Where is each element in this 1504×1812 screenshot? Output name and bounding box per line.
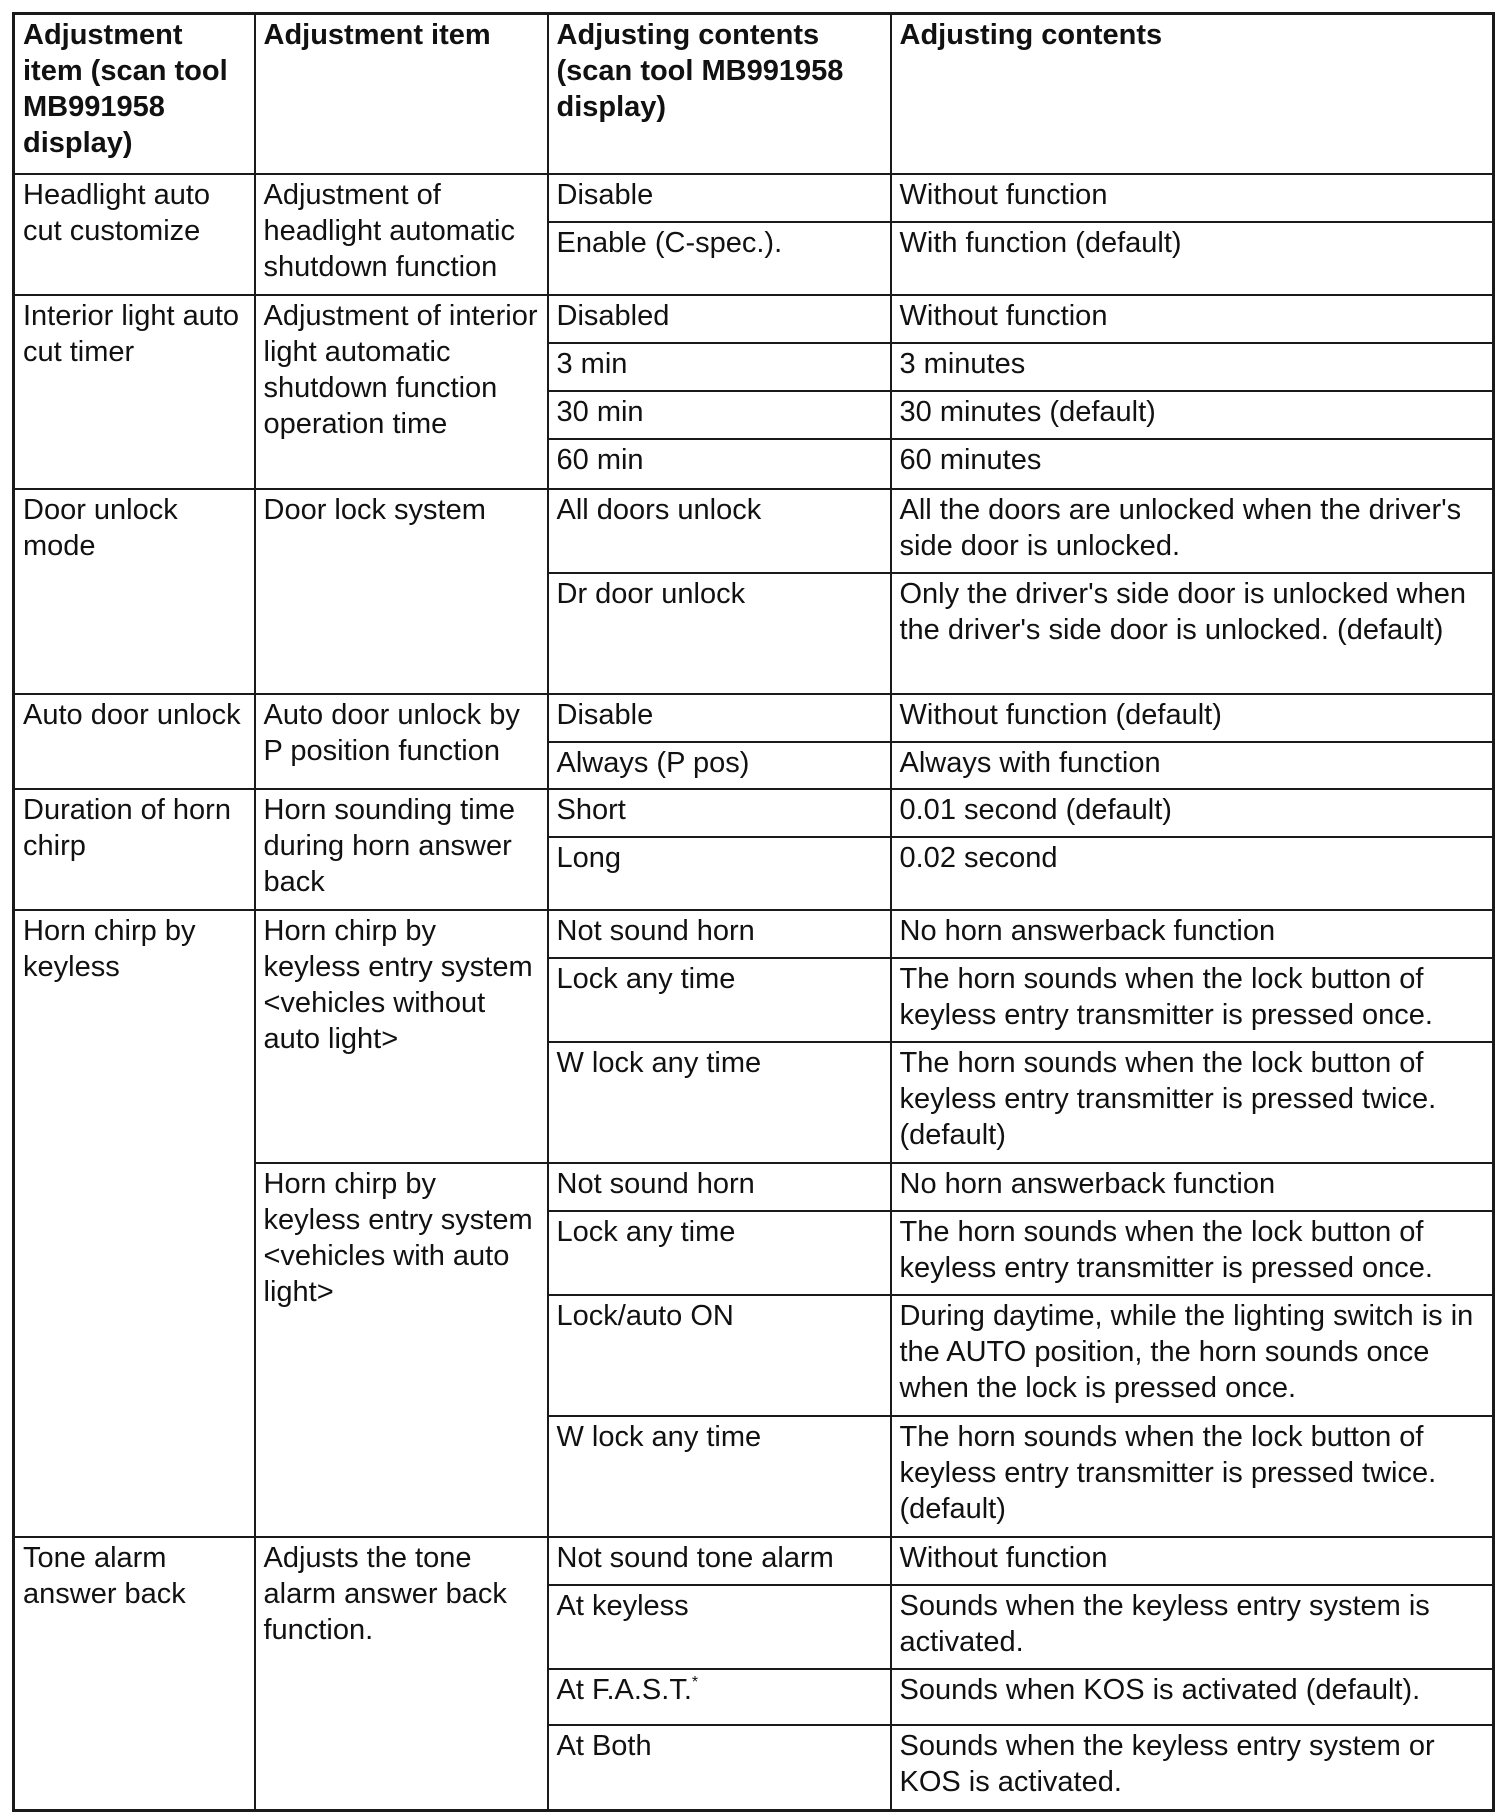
display-cell: Disable (548, 694, 891, 742)
content-cell: The horn sounds when the lock button of keyless entry transmitter is pressed twice. (default) (891, 1416, 1494, 1537)
content-cell: No horn answerback function (891, 1163, 1494, 1211)
display-cell: 60 min (548, 439, 891, 489)
scan-item-cell: Tone alarm answer back (14, 1537, 255, 1811)
content-cell: 3 minutes (891, 343, 1494, 391)
content-cell: The horn sounds when the lock button of keyless entry transmitter is pressed once. (891, 1211, 1494, 1295)
display-cell: Long (548, 837, 891, 910)
content-cell: All the doors are unlocked when the driver's side door is unlocked. (891, 489, 1494, 573)
content-cell: No horn answerback function (891, 910, 1494, 958)
content-cell: Sounds when the keyless entry system is activated. (891, 1585, 1494, 1669)
display-cell: Always (P pos) (548, 742, 891, 789)
content-cell: Without function (default) (891, 694, 1494, 742)
display-cell: Lock any time (548, 1211, 891, 1295)
item-cell: Adjusts the tone alarm answer back function. (255, 1537, 548, 1811)
content-cell: Sounds when the keyless entry system or KOS is activated. (891, 1725, 1494, 1811)
header-row (14, 14, 1494, 174)
footnote-mark: * (691, 1673, 699, 1691)
content-cell: Always with function (891, 742, 1494, 789)
content-cell: During daytime, while the lighting switch is in the AUTO position, the horn sounds once when the lock is pressed once. (891, 1295, 1494, 1416)
content-cell: Sounds when KOS is activated (default). (891, 1669, 1494, 1725)
scan-item-cell: Horn chirp by keyless (14, 910, 255, 1537)
item-cell: Adjustment of headlight automatic shutdown function (255, 174, 548, 295)
header-adjusting-contents: Adjusting contents (891, 14, 1494, 174)
display-cell: Not sound tone alarm (548, 1537, 891, 1585)
item-cell: Horn sounding time during horn answer back (255, 789, 548, 910)
content-cell: Only the driver's side door is unlocked when the driver's side door is unlocked. (default) (891, 573, 1494, 694)
item-cell: Horn chirp by keyless entry system <vehicles with auto light> (255, 1163, 548, 1537)
display-cell: Not sound horn (548, 910, 891, 958)
display-cell: Disabled (548, 295, 891, 343)
item-cell: Adjustment of interior light automatic shutdown function operation time (255, 295, 548, 489)
item-cell: Auto door unlock by P position function (255, 694, 548, 789)
table-row (14, 694, 1494, 742)
table-row (14, 789, 1494, 837)
display-cell: Lock/auto ON (548, 1295, 891, 1416)
scan-item-cell: Door unlock mode (14, 489, 255, 694)
item-cell: Door lock system (255, 489, 548, 694)
content-cell: 0.01 second (default) (891, 789, 1494, 837)
content-cell: 0.02 second (891, 837, 1494, 910)
content-cell: Without function (891, 1537, 1494, 1585)
display-cell: Short (548, 789, 891, 837)
content-cell: Without function (891, 174, 1494, 222)
display-cell: At keyless (548, 1585, 891, 1669)
table-row (14, 1537, 1494, 1585)
scan-item-cell: Headlight auto cut customize (14, 174, 255, 295)
scan-item-cell: Interior light auto cut timer (14, 295, 255, 489)
display-cell: 30 min (548, 391, 891, 439)
display-cell: Dr door unlock (548, 573, 891, 694)
table-row (14, 295, 1494, 343)
table-row (14, 910, 1494, 958)
customization-table-sheet (12, 12, 1492, 1798)
header-scan-tool-contents: Adjusting contents (scan tool MB991958 display) (548, 14, 891, 174)
display-text: At F.A.S.T. (556, 1673, 692, 1706)
display-cell: Enable (C-spec.). (548, 222, 891, 295)
content-cell: 60 minutes (891, 439, 1494, 489)
table-row (14, 489, 1494, 573)
customization-table (12, 12, 1495, 1812)
content-cell: Without function (891, 295, 1494, 343)
table-row (14, 174, 1494, 222)
content-cell: The horn sounds when the lock button of keyless entry transmitter is pressed twice. (default) (891, 1042, 1494, 1163)
header-adjustment-item: Adjustment item (255, 14, 548, 174)
item-cell: Horn chirp by keyless entry system <vehicles without auto light> (255, 910, 548, 1163)
display-cell: At Both (548, 1725, 891, 1811)
display-cell: W lock any time (548, 1042, 891, 1163)
scan-item-cell: Auto door unlock (14, 694, 255, 789)
display-cell: W lock any time (548, 1416, 891, 1537)
display-cell: Lock any time (548, 958, 891, 1042)
display-cell: Disable (548, 174, 891, 222)
display-cell: Not sound horn (548, 1163, 891, 1211)
header-scan-tool-item: Adjustment item (scan tool MB991958 display) (14, 14, 255, 174)
content-cell: 30 minutes (default) (891, 391, 1494, 439)
display-cell (548, 1669, 891, 1725)
display-cell: All doors unlock (548, 489, 891, 573)
content-cell: The horn sounds when the lock button of keyless entry transmitter is pressed once. (891, 958, 1494, 1042)
scan-item-cell: Duration of horn chirp (14, 789, 255, 910)
content-cell: With function (default) (891, 222, 1494, 295)
display-cell: 3 min (548, 343, 891, 391)
